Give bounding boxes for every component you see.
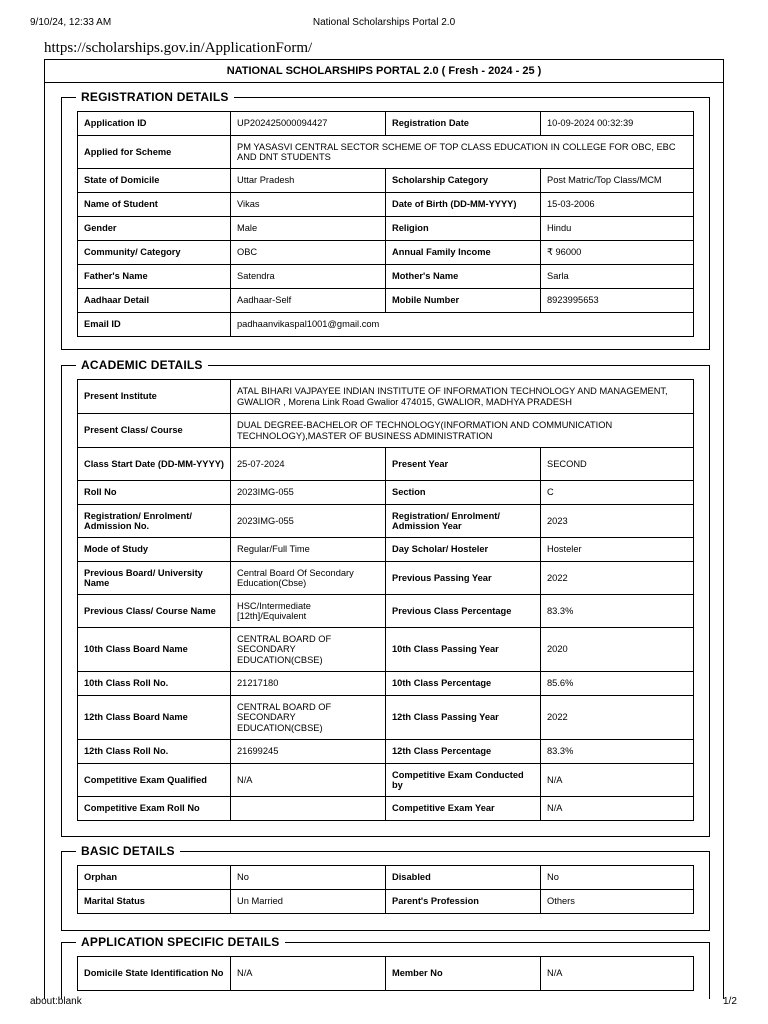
application-specific-table xyxy=(77,956,694,991)
tenth-roll-value: 21217180 xyxy=(231,672,386,696)
tenth-year-value: 2020 xyxy=(541,628,694,672)
table-row xyxy=(78,313,694,337)
page-number: 1/2 xyxy=(723,996,737,1007)
twelfth-year-value: 2022 xyxy=(541,696,694,740)
table-row xyxy=(78,112,694,136)
print-location: about:blank xyxy=(30,996,82,1007)
field-label: Present Institute xyxy=(78,380,231,414)
application-form xyxy=(44,59,724,999)
table-row xyxy=(78,696,694,740)
table-row xyxy=(78,448,694,481)
table-row xyxy=(78,866,694,890)
field-label: Father's Name xyxy=(78,265,231,289)
table-row xyxy=(78,265,694,289)
hosteler-value: Hosteler xyxy=(541,538,694,562)
profession-value: Others xyxy=(541,890,694,914)
registration-date-value: 10-09-2024 00:32:39 xyxy=(541,112,694,136)
registration-table xyxy=(77,111,694,337)
institute-value: ATAL BIHARI VAJPAYEE INDIAN INSTITUTE OF INFORMATION TECHNOLOGY AND MANAGEMENT, GWALIOR , Morena Link Road Gwalior 474015, GWALIOR, MADHYA PRADESH xyxy=(231,380,694,414)
basic-details-section xyxy=(61,844,710,931)
prev-class-value: HSC/Intermediate [12th]/Equivalent xyxy=(231,595,386,628)
twelfth-board-value: CENTRAL BOARD OF SECONDARY EDUCATION(CBSE) xyxy=(231,696,386,740)
table-row xyxy=(78,217,694,241)
field-label: Competitive Exam Qualified xyxy=(78,764,231,797)
admission-year-value: 2023 xyxy=(541,505,694,538)
disabled-value: No xyxy=(541,866,694,890)
academic-details-section xyxy=(61,358,710,837)
form-title: NATIONAL SCHOLARSHIPS PORTAL 2.0 ( Fresh - 2024 - 25 ) xyxy=(45,60,723,83)
table-row xyxy=(78,481,694,505)
field-label: Day Scholar/ Hosteler xyxy=(386,538,541,562)
field-label: Competitive Exam Roll No xyxy=(78,797,231,821)
field-label: Parent's Profession xyxy=(386,890,541,914)
religion-value: Hindu xyxy=(541,217,694,241)
field-label: Previous Class/ Course Name xyxy=(78,595,231,628)
field-label: 12th Class Passing Year xyxy=(386,696,541,740)
prev-board-value: Central Board Of Secondary Education(Cbse) xyxy=(231,562,386,595)
mother-name-value: Sarla xyxy=(541,265,694,289)
field-label: Registration/ Enrolment/ Admission No. xyxy=(78,505,231,538)
field-label: Competitive Exam Conducted by xyxy=(386,764,541,797)
field-label: 12th Class Percentage xyxy=(386,740,541,764)
income-value: ₹ 96000 xyxy=(541,241,694,265)
field-label: Annual Family Income xyxy=(386,241,541,265)
twelfth-pct-value: 83.3% xyxy=(541,740,694,764)
field-label: Application ID xyxy=(78,112,231,136)
table-row xyxy=(78,890,694,914)
prev-pct-value: 83.3% xyxy=(541,595,694,628)
application-specific-heading: APPLICATION SPECIFIC DETAILS xyxy=(76,934,285,950)
mobile-value: 8923995653 xyxy=(541,289,694,313)
scholarship-category-value: Post Matric/Top Class/MCM xyxy=(541,169,694,193)
section-value: C xyxy=(541,481,694,505)
aadhaar-value: Aadhaar-Self xyxy=(231,289,386,313)
dob-value: 15-03-2006 xyxy=(541,193,694,217)
table-row xyxy=(78,740,694,764)
application-id-value: UP202425000094427 xyxy=(231,112,386,136)
print-header xyxy=(0,17,768,31)
table-row xyxy=(78,764,694,797)
field-label: Mother's Name xyxy=(386,265,541,289)
field-label: Previous Passing Year xyxy=(386,562,541,595)
comp-by-value: N/A xyxy=(541,764,694,797)
marital-value: Un Married xyxy=(231,890,386,914)
comp-year-value: N/A xyxy=(541,797,694,821)
prev-year-value: 2022 xyxy=(541,562,694,595)
domicile-id-value: N/A xyxy=(231,957,386,991)
field-label: Marital Status xyxy=(78,890,231,914)
table-row xyxy=(78,797,694,821)
field-label: 10th Class Roll No. xyxy=(78,672,231,696)
registration-details-section xyxy=(61,90,710,350)
table-row xyxy=(78,414,694,448)
field-label: Date of Birth (DD-MM-YYYY) xyxy=(386,193,541,217)
field-label: Aadhaar Detail xyxy=(78,289,231,313)
table-row xyxy=(78,169,694,193)
field-label: 10th Class Passing Year xyxy=(386,628,541,672)
field-label: Gender xyxy=(78,217,231,241)
academic-details-heading: ACADEMIC DETAILS xyxy=(76,357,208,373)
field-label: Class Start Date (DD-MM-YYYY) xyxy=(78,448,231,481)
orphan-value: No xyxy=(231,866,386,890)
mode-value: Regular/Full Time xyxy=(231,538,386,562)
field-label: Mode of Study xyxy=(78,538,231,562)
scheme-value: PM YASASVI CENTRAL SECTOR SCHEME OF TOP CLASS EDUCATION IN COLLEGE FOR OBC, EBC AND DNT STUDENTS xyxy=(231,136,694,169)
roll-value: 2023IMG-055 xyxy=(231,481,386,505)
field-label: Registration/ Enrolment/ Admission Year xyxy=(386,505,541,538)
table-row xyxy=(78,505,694,538)
start-date-value: 25-07-2024 xyxy=(231,448,386,481)
table-row xyxy=(78,538,694,562)
table-row xyxy=(78,193,694,217)
table-row xyxy=(78,957,694,991)
field-label: Section xyxy=(386,481,541,505)
tenth-board-value: CENTRAL BOARD OF SECONDARY EDUCATION(CBSE) xyxy=(231,628,386,672)
field-label: Name of Student xyxy=(78,193,231,217)
field-label: 12th Class Roll No. xyxy=(78,740,231,764)
field-label: Registration Date xyxy=(386,112,541,136)
field-label: Member No xyxy=(386,957,541,991)
field-label: Disabled xyxy=(386,866,541,890)
field-label: 10th Class Percentage xyxy=(386,672,541,696)
print-datetime: 9/10/24, 12:33 AM xyxy=(30,17,112,28)
comp-exam-value: N/A xyxy=(231,764,386,797)
domicile-value: Uttar Pradesh xyxy=(231,169,386,193)
field-label: 10th Class Board Name xyxy=(78,628,231,672)
table-row xyxy=(78,595,694,628)
field-label: 12th Class Board Name xyxy=(78,696,231,740)
table-row xyxy=(78,241,694,265)
field-label: Competitive Exam Year xyxy=(386,797,541,821)
tenth-pct-value: 85.6% xyxy=(541,672,694,696)
enrolment-value: 2023IMG-055 xyxy=(231,505,386,538)
course-value: DUAL DEGREE-BACHELOR OF TECHNOLOGY(INFORMATION AND COMMUNICATION TECHNOLOGY),MASTER OF BUSINESS ADMINISTRATION xyxy=(231,414,694,448)
field-label: Email ID xyxy=(78,313,231,337)
table-row xyxy=(78,289,694,313)
field-label: Present Class/ Course xyxy=(78,414,231,448)
table-row xyxy=(78,628,694,672)
table-row xyxy=(78,136,694,169)
field-label: Community/ Category xyxy=(78,241,231,265)
registration-details-heading: REGISTRATION DETAILS xyxy=(76,89,234,105)
present-year-value: SECOND xyxy=(541,448,694,481)
print-page-title: National Scholarships Portal 2.0 xyxy=(312,17,456,28)
field-label: Present Year xyxy=(386,448,541,481)
comp-roll-value xyxy=(231,797,386,821)
table-row xyxy=(78,672,694,696)
basic-table xyxy=(77,865,694,914)
field-label: Domicile State Identification No xyxy=(78,957,231,991)
community-value: OBC xyxy=(231,241,386,265)
field-label: State of Domicile xyxy=(78,169,231,193)
field-label: Applied for Scheme xyxy=(78,136,231,169)
table-row xyxy=(78,562,694,595)
email-value: padhaanvikaspal1001@gmail.com xyxy=(231,313,694,337)
father-name-value: Satendra xyxy=(231,265,386,289)
student-name-value: Vikas xyxy=(231,193,386,217)
field-label: Religion xyxy=(386,217,541,241)
field-label: Mobile Number xyxy=(386,289,541,313)
academic-table xyxy=(77,379,694,821)
field-label: Scholarship Category xyxy=(386,169,541,193)
field-label: Previous Class Percentage xyxy=(386,595,541,628)
basic-details-heading: BASIC DETAILS xyxy=(76,843,180,859)
page-url: https://scholarships.gov.in/ApplicationForm/ xyxy=(44,40,313,56)
field-label: Orphan xyxy=(78,866,231,890)
twelfth-roll-value: 21699245 xyxy=(231,740,386,764)
application-specific-section xyxy=(61,935,710,999)
field-label: Previous Board/ University Name xyxy=(78,562,231,595)
field-label: Roll No xyxy=(78,481,231,505)
gender-value: Male xyxy=(231,217,386,241)
table-row xyxy=(78,380,694,414)
member-value: N/A xyxy=(541,957,694,991)
